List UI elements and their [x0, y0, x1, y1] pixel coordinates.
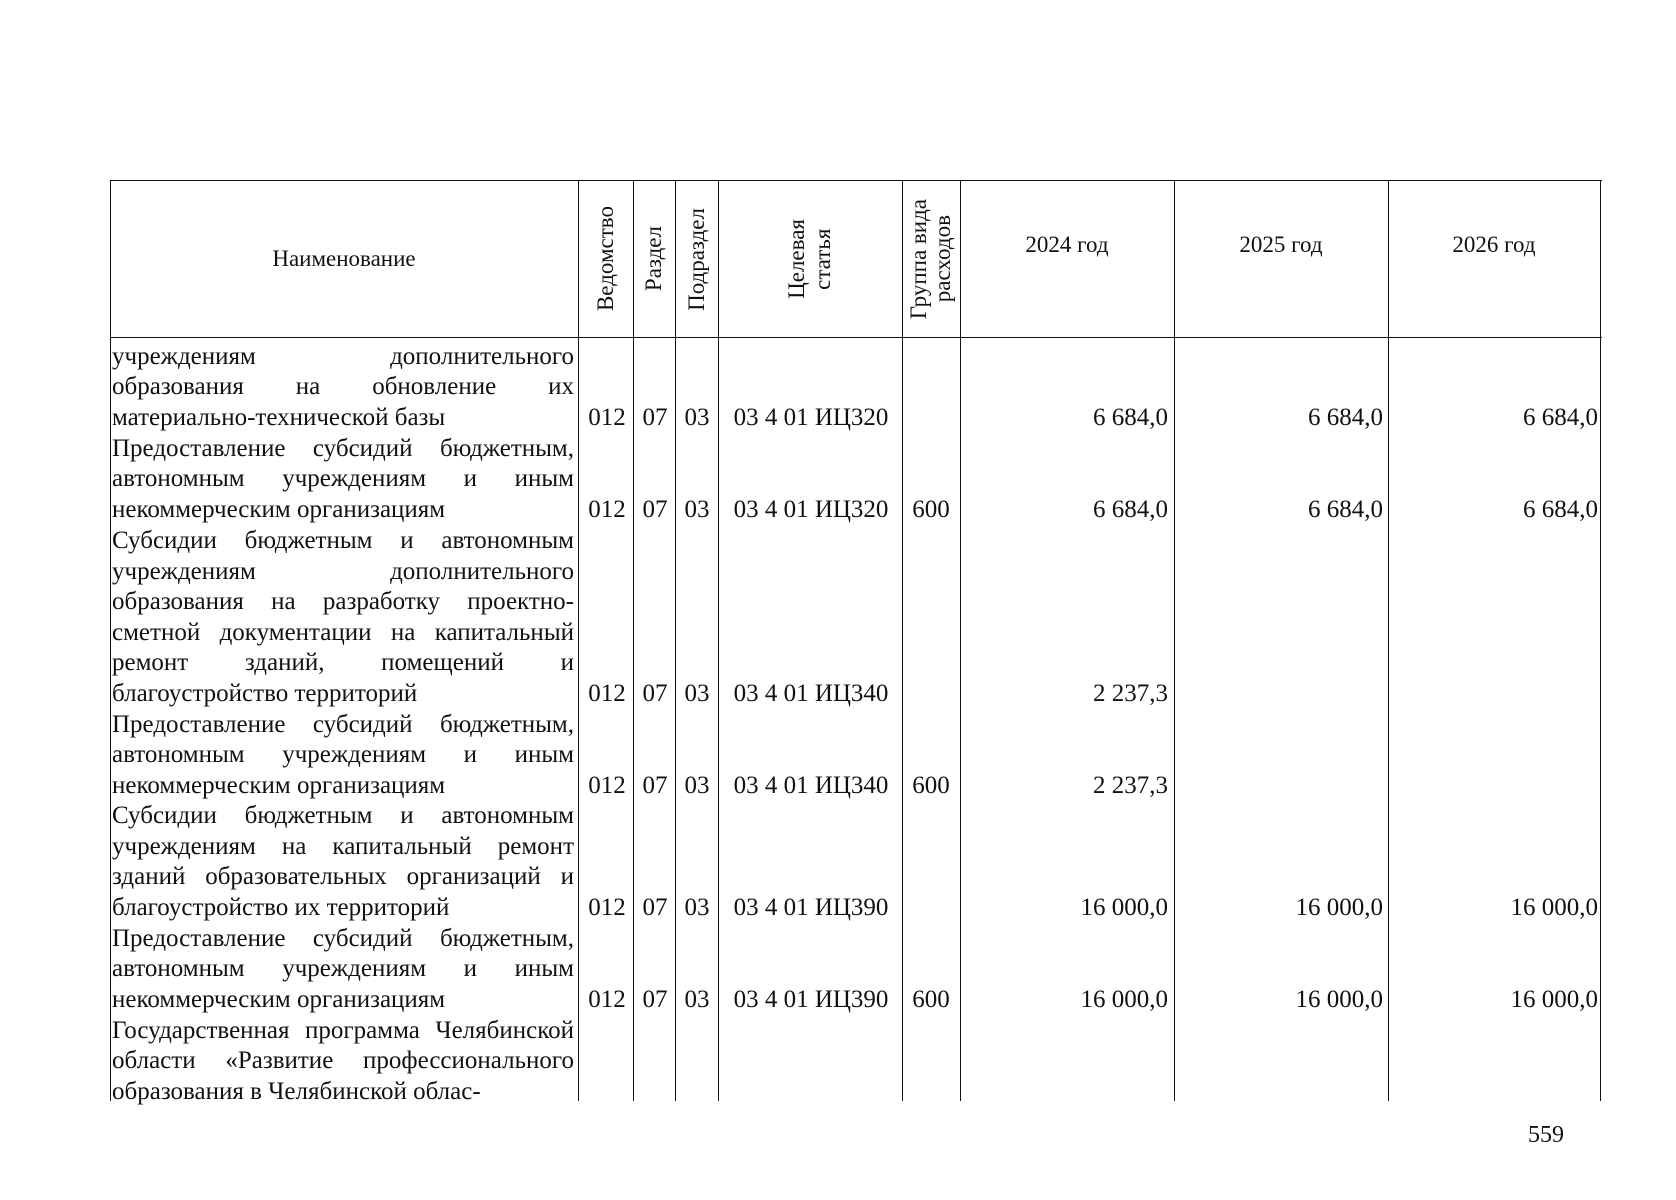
- header-podrazdel-text: Подраздел: [683, 207, 709, 311]
- row-vedomstvo: 012: [588, 771, 626, 799]
- row-name: Субсидии бюджетным и автономным учреждениям на капитальный ремонт зданий образовательных организаций и благоустройство их территорий: [112, 802, 574, 921]
- row-name: Государственная программа Челябинской области «Развитие профессионального образования в Челябинской облас-: [112, 1016, 574, 1105]
- row-name: учреждениям дополнительного образования на обновление их материально-технической базы: [112, 342, 574, 431]
- header-podrazdel: [675, 181, 718, 337]
- row-2025: 6 684,0: [1308, 403, 1383, 431]
- header-gruppa-wrap: [907, 199, 955, 319]
- row-gruppa: 600: [912, 495, 950, 523]
- header-2026: [1388, 181, 1600, 309]
- row-podrazdel: 03: [684, 985, 710, 1013]
- row-gruppa: 600: [912, 771, 950, 799]
- page-number: 559: [1528, 1122, 1564, 1148]
- row-name: Предоставление субсидий бюджетным, автономным учреждениям и иным некоммерческим организациям: [112, 710, 574, 799]
- header-celevaya-line1: Целевая: [784, 219, 809, 299]
- row-2024: 2 237,3: [1093, 771, 1168, 799]
- row-2025: 16 000,0: [1295, 985, 1383, 1013]
- header-razdel: [633, 181, 675, 337]
- row-celevaya: 03 4 01 ИЦ340: [733, 679, 889, 707]
- row-name: Предоставление субсидий бюджетным, автономным учреждениям и иным некоммерческим организациям: [112, 924, 574, 1013]
- row-2026: 16 000,0: [1510, 985, 1598, 1013]
- header-2024-text: 2024 год: [1025, 232, 1109, 257]
- header-2025: [1174, 181, 1388, 309]
- header-celevaya: [718, 181, 902, 337]
- table-row: [110, 341, 1602, 433]
- row-podrazdel: 03: [684, 679, 710, 707]
- budget-table: [110, 180, 1602, 1105]
- header-vedomstvo: [578, 181, 633, 337]
- row-razdel: 07: [642, 893, 668, 921]
- row-vedomstvo: 012: [588, 893, 626, 921]
- table-row: [110, 433, 1602, 525]
- header-separator: [110, 337, 1602, 338]
- row-2024: 16 000,0: [1080, 985, 1168, 1013]
- row-2025: 6 684,0: [1308, 495, 1383, 523]
- row-razdel: 07: [642, 403, 668, 431]
- row-2024: 2 237,3: [1093, 679, 1168, 707]
- row-podrazdel: 03: [684, 893, 710, 921]
- row-razdel: 07: [642, 495, 668, 523]
- header-2025-text: 2025 год: [1239, 232, 1323, 257]
- header-name: [110, 181, 578, 337]
- header-gruppa-line1: Группа вида: [906, 198, 931, 320]
- row-vedomstvo: 012: [588, 495, 626, 523]
- row-name: Предоставление субсидий бюджетным, автономным учреждениям и иным некоммерческим организациям: [112, 434, 574, 523]
- table-row: [110, 1015, 1602, 1107]
- row-vedomstvo: 012: [588, 985, 626, 1013]
- row-2026: 16 000,0: [1510, 893, 1598, 921]
- row-celevaya: 03 4 01 ИЦ320: [733, 403, 889, 431]
- row-2026: 6 684,0: [1523, 495, 1598, 523]
- header-celevaya-wrap: [784, 219, 836, 299]
- row-podrazdel: 03: [684, 771, 710, 799]
- row-2024: 16 000,0: [1080, 893, 1168, 921]
- row-razdel: 07: [642, 771, 668, 799]
- table-row: [110, 525, 1602, 709]
- row-celevaya: 03 4 01 ИЦ390: [733, 985, 889, 1013]
- header-vedomstvo-text: Ведомство: [592, 206, 618, 312]
- row-razdel: 07: [642, 679, 668, 707]
- row-2024: 6 684,0: [1093, 403, 1168, 431]
- header-gruppa: [902, 181, 960, 337]
- row-podrazdel: 03: [684, 495, 710, 523]
- header-2026-text: 2026 год: [1452, 232, 1536, 257]
- row-vedomstvo: 012: [588, 679, 626, 707]
- row-celevaya: 03 4 01 ИЦ390: [733, 893, 889, 921]
- header-name-text: Наименование: [272, 246, 416, 271]
- table-row: [110, 709, 1602, 801]
- row-celevaya: 03 4 01 ИЦ320: [733, 495, 889, 523]
- row-celevaya: 03 4 01 ИЦ340: [733, 771, 889, 799]
- row-2024: 6 684,0: [1093, 495, 1168, 523]
- header-razdel-text: Раздел: [641, 226, 666, 292]
- table-row: [110, 923, 1602, 1015]
- header-2024: [960, 181, 1174, 309]
- header-celevaya-line2: статья: [810, 228, 835, 290]
- row-2025: 16 000,0: [1295, 893, 1383, 921]
- row-razdel: 07: [642, 985, 668, 1013]
- row-name: Субсидии бюджетным и автономным учреждениям дополнительного образования на разработку проектно-сметной документации на капитальный ремонт зданий, помещений и благоустройство территорий: [112, 527, 574, 707]
- row-2026: 6 684,0: [1523, 403, 1598, 431]
- row-podrazdel: 03: [684, 403, 710, 431]
- row-gruppa: 600: [912, 985, 950, 1013]
- header-gruppa-line2: расходов: [930, 215, 955, 303]
- row-vedomstvo: 012: [588, 403, 626, 431]
- table-row: [110, 801, 1602, 923]
